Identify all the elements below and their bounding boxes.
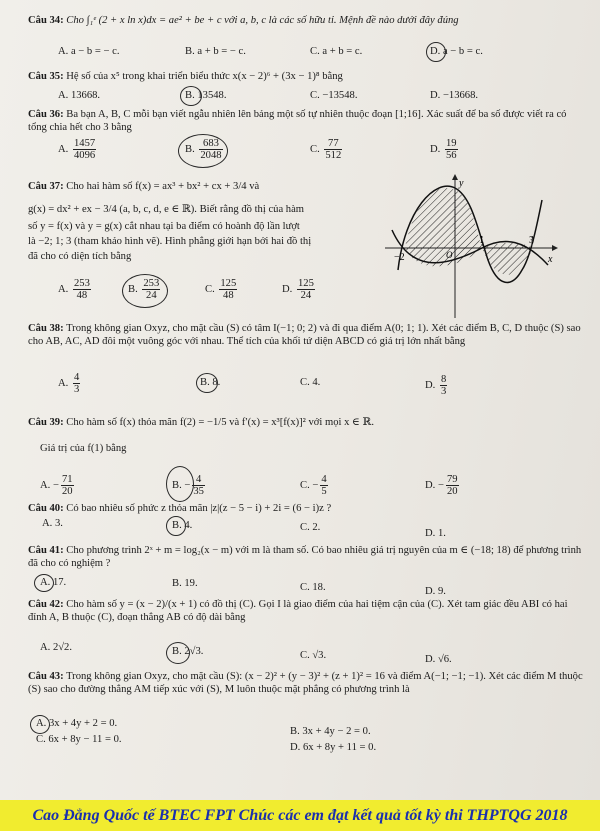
question-label: Câu 34:: [28, 15, 64, 26]
fraction: [199, 138, 222, 161]
q37-option-b[interactable]: [128, 278, 162, 301]
q36-option-a[interactable]: [58, 138, 98, 161]
minus-sign: −: [437, 479, 444, 491]
question-text-line: g(x) = dx² + ex − 3/4 (a, b, c, d, e ∈ ℝ). Biết rằng đồ thị của hàm: [28, 204, 305, 215]
origin-label: O: [446, 250, 453, 260]
minus-sign: −: [52, 479, 59, 491]
numerator: 1457: [73, 138, 96, 149]
numerator: 4: [73, 372, 80, 383]
q38-option-d[interactable]: [425, 374, 449, 397]
question-text: Trong không gian Oxyz, cho mặt cầu (S): (x − 2)² + (y − 3)² + (z + 1)² = 16 và điểm A(−1; −1; −1). Xét các điểm M thuộc (S) sao cho đường thẳng AM tiếp xúc với (S), M luôn thuộc mặt phẳng có phương trình là: [28, 671, 583, 695]
fraction: [73, 278, 91, 301]
numerator: 77: [324, 138, 342, 150]
option-letter: A.: [58, 377, 69, 389]
question-text: Cho hàm số f(x) thỏa mãn f(2) = −1/5 và f′(x) = x³[f(x)]² với mọi x ∈ ℝ.: [66, 417, 375, 428]
option-letter: A.: [40, 479, 51, 491]
question-40: [28, 502, 586, 515]
numerator: 19: [445, 138, 457, 149]
minus-sign: −: [184, 479, 191, 491]
q34-option-b[interactable]: B. a + b = − c.: [185, 46, 246, 57]
q41-option-c[interactable]: C. 18.: [300, 582, 326, 593]
question-label: Câu 40:: [28, 503, 64, 514]
q39-option-c[interactable]: [300, 474, 330, 497]
option-letter: D.: [430, 143, 441, 155]
option-letter: B.: [185, 143, 195, 155]
question-39: [28, 416, 586, 429]
option-letter: D.: [425, 479, 436, 491]
question-label: Câu 41:: [28, 545, 64, 556]
q40-option-a[interactable]: A. 3.: [42, 518, 63, 529]
denominator: 35: [193, 486, 204, 497]
question-text: Có bao nhiêu số phức z thỏa mãn |z|(z − 5 − i) + 2i = (6 − i)z ?: [66, 503, 332, 514]
x-axis-label: x: [548, 254, 553, 265]
question-text: Cho ∫₁ᵉ (2 + x ln x)dx = ae² + be + c với a, b, c là các số hữu tỉ. Mệnh đề nào dưới đây đúng: [66, 15, 459, 26]
q42-option-a[interactable]: A. 2√2.: [40, 642, 73, 653]
x-axis-arrow: [552, 245, 558, 251]
denominator: 512: [325, 150, 342, 161]
question-text: Cho hàm số y = (x − 2)/(x + 1) có đồ thị (C). Gọi I là giao điểm của hai tiệm cận của (C). Xét tam giác đều ABI có hai đỉnh A, B thuộc (C), đoạn thẳng AB có độ dài bằng: [28, 599, 568, 623]
q34-option-d[interactable]: D. a − b = c.: [430, 46, 483, 57]
question-34: [28, 14, 586, 27]
numerator: 125: [297, 278, 314, 289]
q41-option-d[interactable]: D. 9.: [425, 586, 446, 597]
q43-option-b[interactable]: B. 3x + 4y − 2 = 0.: [290, 726, 371, 737]
q38-option-c[interactable]: [300, 377, 320, 388]
q41-option-b[interactable]: B. 19.: [172, 578, 198, 589]
question-label: Câu 39:: [28, 417, 64, 428]
q35-option-b[interactable]: B. 13548.: [185, 90, 227, 101]
question-label: Câu 37:: [28, 181, 64, 192]
question-text: Cho phương trình 2ˣ + m = log₂(x − m) với m là tham số. Có bao nhiêu giá trị nguyên của m ∈ (−18; 18) để phương trình đã cho có nghiệm ?: [28, 545, 582, 569]
numerator: 8: [440, 374, 447, 385]
fraction: [445, 138, 458, 161]
option-letter: C.: [310, 143, 320, 155]
denominator: 24: [146, 290, 157, 301]
option-letter: A.: [58, 143, 69, 155]
q41-option-a[interactable]: A. 17.: [40, 577, 67, 588]
denominator: 56: [445, 150, 457, 161]
question-39-sub: Giá trị của f(1) bằng: [40, 443, 127, 454]
option-letter: C.: [300, 377, 310, 388]
question-label: Câu 43:: [28, 671, 64, 682]
fraction: [73, 372, 80, 395]
denominator: 48: [223, 290, 234, 301]
question-42: [28, 598, 586, 624]
fraction: [324, 138, 342, 161]
option-letter: B.: [200, 377, 210, 388]
question-text-line: đã cho có diện tích bằng: [28, 251, 132, 262]
option-letter: B.: [172, 479, 182, 491]
q35-option-a[interactable]: A. 13668.: [58, 90, 101, 101]
q34-option-c[interactable]: C. a + b = c.: [310, 46, 363, 57]
q37-option-d[interactable]: [282, 278, 317, 301]
question-text-line: là −2; 1; 3 (tham khảo hình vẽ). Hình phẳng giới hạn bởi hai đồ thị: [28, 236, 312, 247]
fraction: [297, 278, 315, 301]
tick-label-neg2: −2: [394, 252, 405, 263]
question-36: [28, 108, 586, 134]
denominator: 4096: [73, 150, 96, 161]
y-axis-label: y: [459, 178, 464, 189]
denominator: 3: [440, 386, 447, 397]
fraction: [192, 474, 205, 497]
promo-banner: Cao Đẳng Quốc tế BTEC FPT Chúc các em đạt kết quả tốt kỳ thi THPTQG 2018: [0, 800, 600, 831]
option-letter: A.: [58, 283, 69, 295]
q34-option-a[interactable]: A. a − b = − c.: [58, 46, 120, 57]
numerator: 125: [220, 278, 237, 289]
question-text: Ba bạn A, B, C mỗi bạn viết ngẫu nhiên lên bảng một số tự nhiên thuộc đoạn [1;16]. Xác suất để ba số được viết ra có tổng chia hết cho 3 bằng: [28, 109, 567, 133]
y-axis-arrow: [452, 174, 458, 180]
fraction: [142, 278, 160, 301]
q35-option-d[interactable]: D. −13668.: [430, 90, 479, 101]
q38-option-b[interactable]: [200, 377, 220, 388]
q39-option-d[interactable]: [425, 474, 461, 497]
tick-label-3: 3: [529, 235, 534, 246]
numerator: 683: [199, 138, 222, 150]
fraction: [440, 374, 447, 397]
fraction: [320, 474, 327, 497]
option-letter: D.: [425, 379, 436, 391]
numerator: 4: [321, 474, 327, 485]
fraction: [73, 138, 96, 161]
question-35: [28, 70, 586, 83]
q42-option-c[interactable]: C. √3.: [300, 650, 327, 661]
numerator: 4: [192, 474, 205, 486]
q40-option-c[interactable]: C. 2.: [300, 522, 321, 533]
question-37: [28, 180, 375, 263]
option-letter: D.: [282, 283, 293, 295]
q38-option-a[interactable]: [58, 372, 82, 395]
denominator: 20: [61, 486, 73, 497]
denominator: 24: [300, 290, 312, 301]
minus-sign: −: [312, 479, 319, 491]
q37-option-c[interactable]: [205, 278, 239, 301]
question-38: [28, 322, 586, 348]
q35-option-c[interactable]: C. −13548.: [310, 90, 358, 101]
q39-option-a[interactable]: [40, 474, 76, 497]
fraction: [446, 474, 459, 497]
q39-option-b[interactable]: [172, 474, 207, 497]
q40-option-b[interactable]: B. 4.: [172, 520, 193, 531]
q40-option-d[interactable]: D. 1.: [425, 528, 446, 539]
question-text-line: Cho hai hàm số f(x) = ax³ + bx² + cx + 3/4 và: [66, 181, 260, 192]
q42-option-b[interactable]: B. 2√3.: [172, 646, 204, 657]
option-letter: B.: [128, 283, 138, 295]
shaded-region-left: [405, 188, 482, 266]
function-graph: [380, 170, 560, 320]
numerator: 79: [446, 474, 458, 485]
option-value: 4.: [312, 377, 321, 388]
fraction: [61, 474, 74, 497]
option-value: 8.: [212, 377, 221, 388]
option-letter: C.: [205, 283, 215, 295]
q43-option-c[interactable]: C. 6x + 8y − 11 = 0.: [36, 734, 122, 745]
numerator: 253: [73, 278, 90, 289]
denominator: 5: [321, 486, 327, 497]
q36-option-c[interactable]: [310, 138, 344, 161]
numerator: 71: [61, 474, 73, 485]
q36-option-b[interactable]: [185, 138, 225, 161]
question-label: Câu 38:: [28, 323, 64, 334]
denominator: 20: [446, 486, 458, 497]
denominator: 2048: [200, 150, 222, 161]
fraction: [219, 278, 237, 301]
question-41: [28, 544, 586, 570]
question-text: Trong không gian Oxyz, cho mặt cầu (S) có tâm I(−1; 0; 2) và đi qua điểm A(0; 1; 1). Xét các điểm B, C, D thuộc (S) sao cho AB, AC, AD đôi một vuông góc với nhau. Thể tích của khối tứ diện ABCD có giá trị lớn nhất bằng: [28, 323, 581, 347]
numerator: 253: [143, 278, 160, 289]
q43-option-d[interactable]: D. 6x + 8y + 11 = 0.: [290, 742, 377, 753]
question-text-line: số y = f(x) và y = g(x) cắt nhau tại ba điểm có hoành độ lần lượt: [28, 221, 300, 232]
q37-option-a[interactable]: [58, 278, 93, 301]
denominator: 48: [76, 290, 88, 301]
option-letter: C.: [300, 479, 310, 491]
question-text: Hệ số của x⁵ trong khai triển biểu thức x(x − 2)⁶ + (3x − 1)⁸ bằng: [66, 71, 343, 82]
question-43: [28, 670, 586, 696]
q43-option-a[interactable]: A. 3x + 4y + 2 = 0.: [36, 718, 118, 729]
tick-label-1: 1: [479, 235, 484, 246]
q42-option-d[interactable]: D. √6.: [425, 654, 452, 665]
q36-option-d[interactable]: [430, 138, 460, 161]
question-label: Câu 35:: [28, 71, 64, 82]
question-label: Câu 36:: [28, 109, 64, 120]
question-label: Câu 42:: [28, 599, 64, 610]
denominator: 3: [73, 384, 80, 395]
